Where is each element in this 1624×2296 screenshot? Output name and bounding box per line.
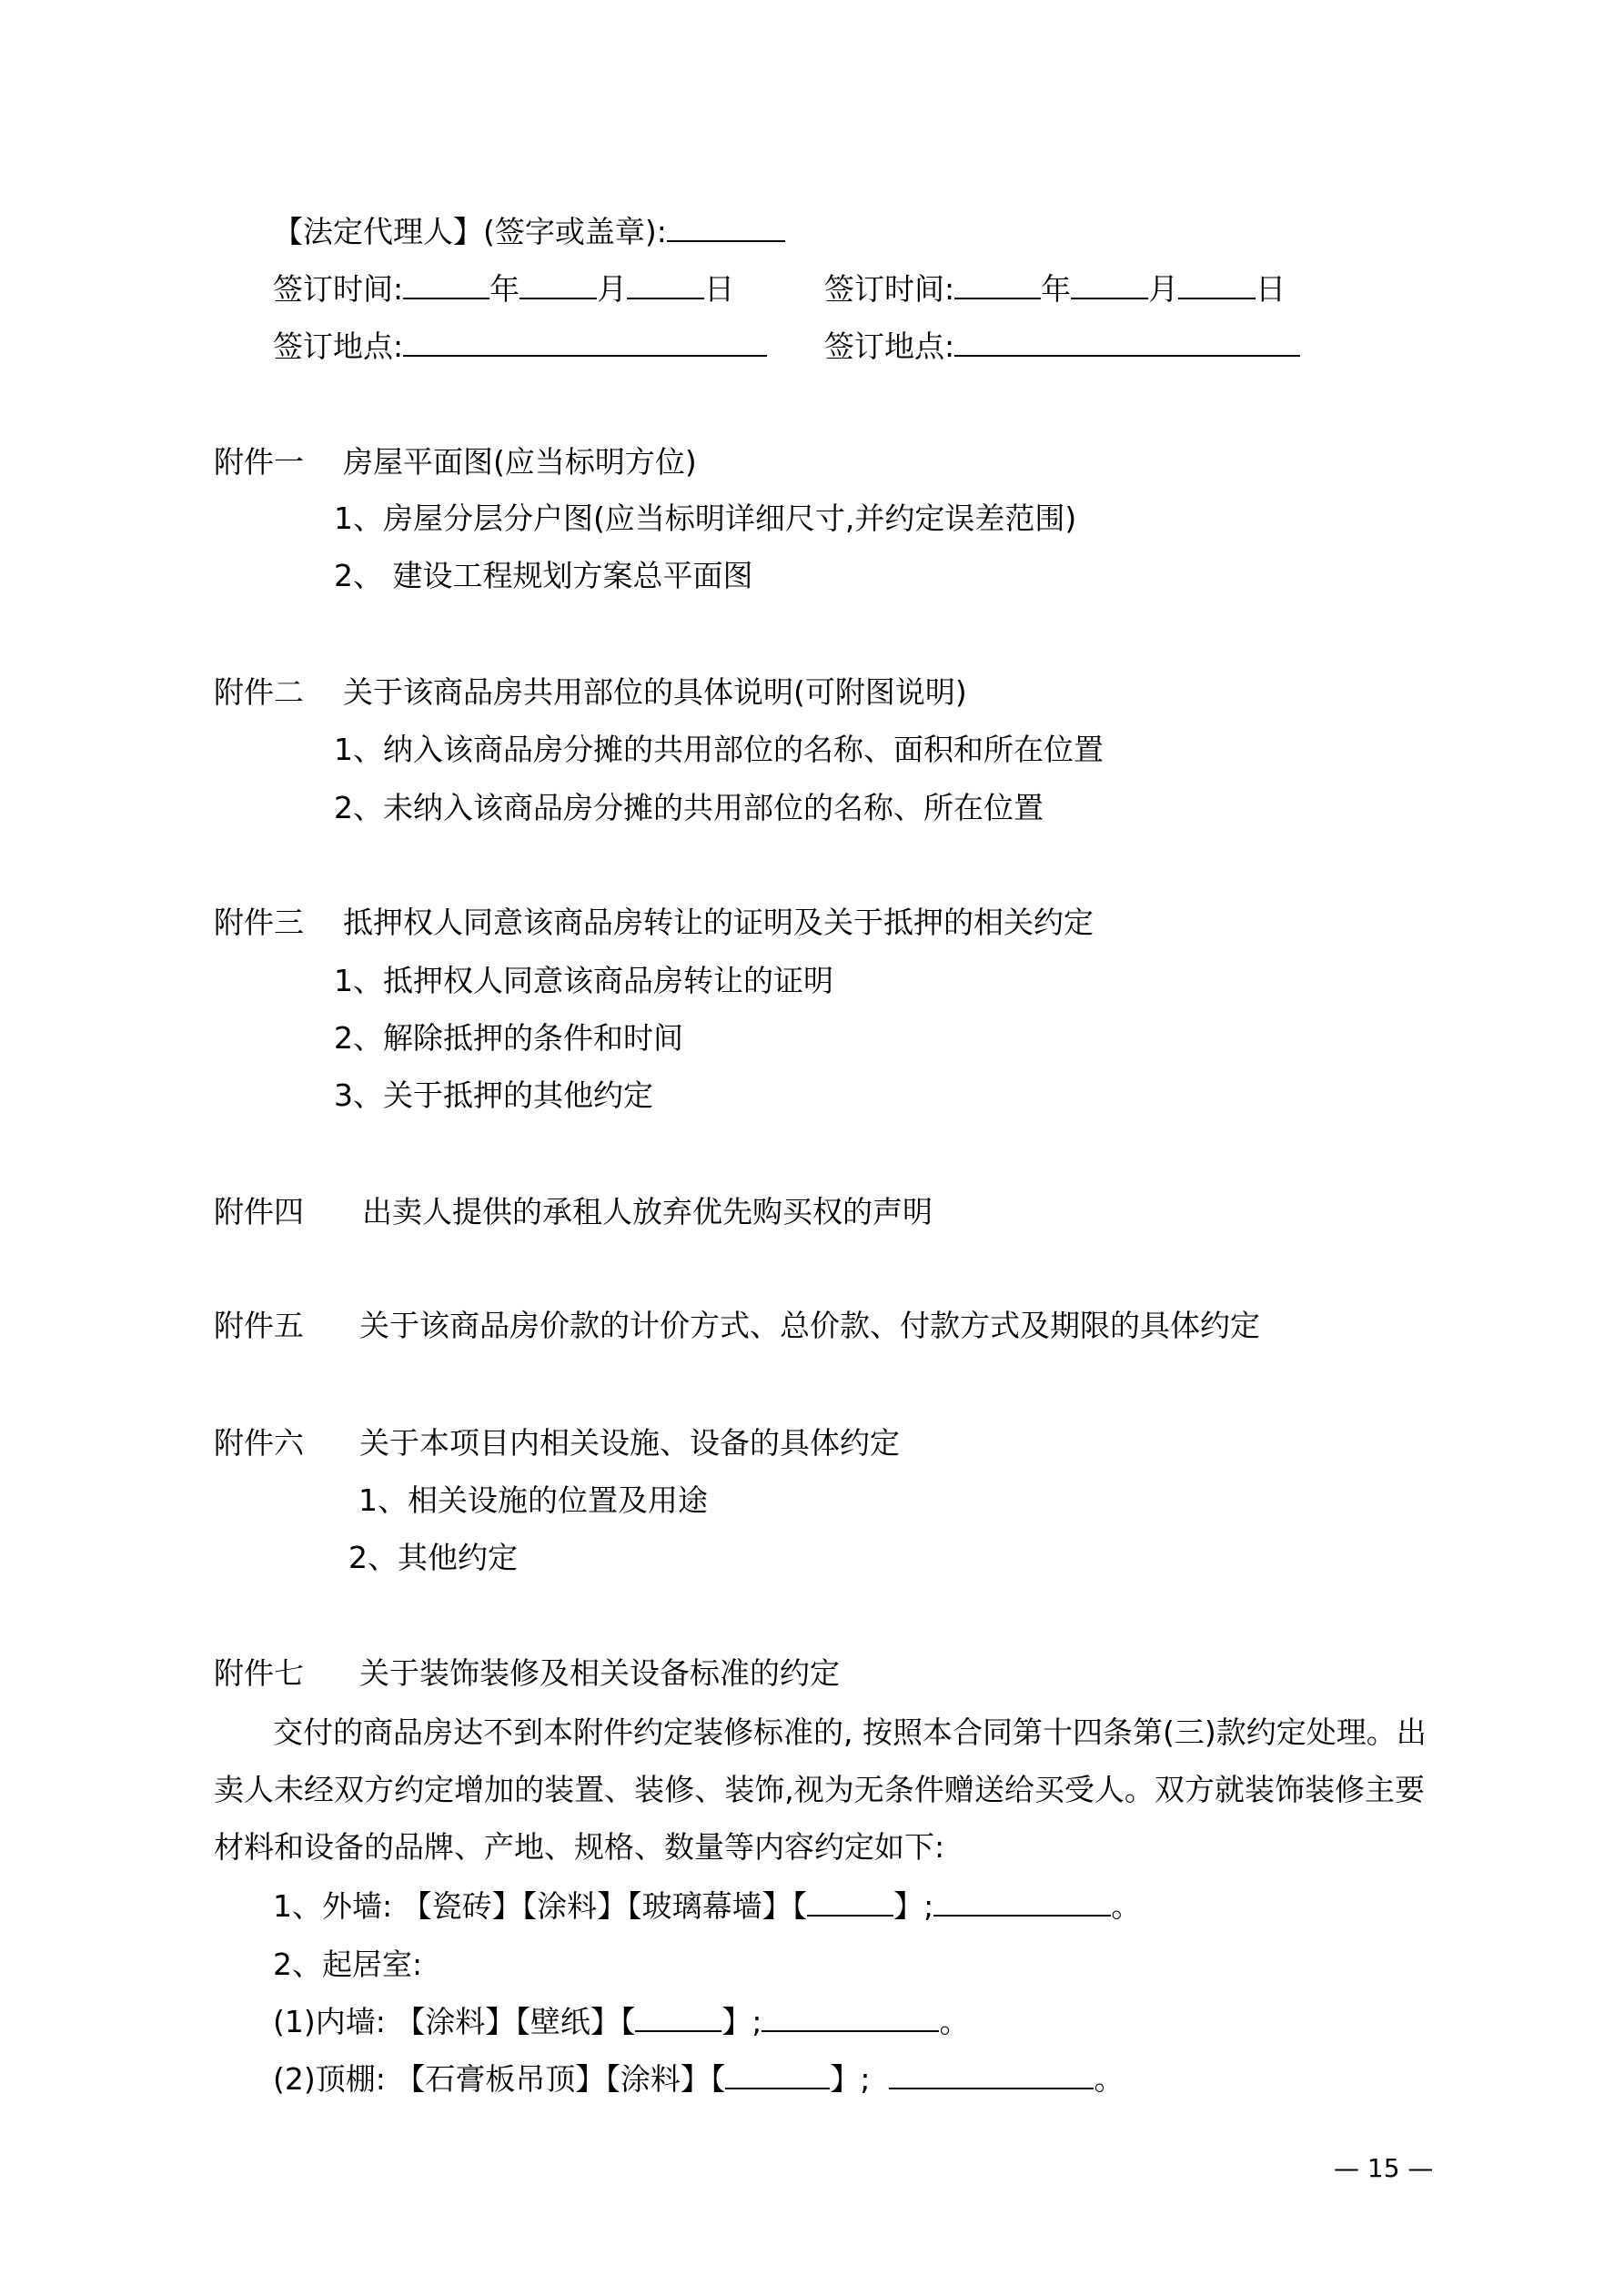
- attachment-title: 关于本项目内相关设施、设备的具体约定: [359, 1425, 900, 1461]
- bracket-close: 】;: [721, 2004, 762, 2039]
- attachment-4-heading: [214, 1189, 933, 1235]
- period: 。: [1111, 1888, 1142, 1924]
- month-blank: [519, 267, 597, 299]
- attachment-title: 抵押权人同意该商品房转让的证明及关于抵押的相关约定: [343, 905, 1094, 940]
- bracket-close: 】;: [893, 1888, 934, 1924]
- attachment-7-heading: [214, 1651, 840, 1696]
- inner-wall-label: (1)内墙: 【涂料】【壁纸】【: [273, 2004, 636, 2039]
- living-room-heading: 2、起居室:: [273, 1947, 423, 1982]
- page-number: — 15 —: [1334, 2153, 1434, 2183]
- list-item: 2、未纳入该商品房分摊的共用部位的名称、所在位置: [334, 790, 1044, 825]
- inner-wall-line: [273, 1999, 969, 2045]
- day-blank: [1178, 267, 1256, 299]
- attachment-5-heading: [214, 1303, 1260, 1349]
- period: 。: [1094, 2061, 1125, 2097]
- blank: [725, 2057, 830, 2089]
- attachment-title: 关于该商品房价款的计价方式、总价款、付款方式及期限的具体约定: [359, 1308, 1260, 1343]
- year-label: 年: [489, 271, 520, 307]
- list-item: 1、纳入该商品房分摊的共用部位的名称、面积和所在位置: [334, 732, 1104, 767]
- ceiling-label: (2)顶棚: 【石膏板吊顶】【涂料】【: [273, 2061, 726, 2097]
- list-item: 3、关于抵押的其他约定: [334, 1077, 653, 1113]
- signing-place-right: [824, 324, 1300, 369]
- paragraph-line: 材料和设备的品牌、产地、规格、数量等内容约定如下:: [214, 1829, 945, 1865]
- place-label: 签订地点:: [273, 329, 404, 364]
- list-item: 1、抵押权人同意该商品房转让的证明: [334, 963, 833, 998]
- attachment-label: 附件三: [214, 905, 304, 940]
- list-item: 2、 建设工程规划方案总平面图: [334, 558, 753, 593]
- day-label: 日: [704, 271, 735, 307]
- agent-label: 【法定代理人】(签字或盖章):: [273, 214, 667, 249]
- list-item: 1、房屋分层分户图(应当标明详细尺寸,并约定误差范围): [334, 501, 1077, 536]
- signing-place-left: [273, 324, 767, 369]
- month-blank: [1071, 267, 1148, 299]
- signing-date-right: [824, 267, 1286, 312]
- date-label: 签订时间:: [824, 271, 955, 307]
- day-blank: [627, 267, 704, 299]
- agent-signature-line: [273, 209, 785, 255]
- list-item: 2、其他约定: [348, 1540, 518, 1575]
- paragraph-line: 卖人未经双方约定增加的装置、装修、装饰,视为无条件赠送给买受人。双方就装饰装修主要: [214, 1772, 1425, 1807]
- list-item: 2、解除抵押的条件和时间: [334, 1020, 683, 1056]
- place-blank: [403, 324, 767, 357]
- attachment-label: 附件一: [214, 444, 304, 480]
- blank: [807, 1884, 893, 1917]
- attachment-title: 关于该商品房共用部位的具体说明(可附图说明): [343, 674, 967, 710]
- exterior-wall-line: [273, 1884, 1141, 1929]
- attachment-title: 房屋平面图(应当标明方位): [343, 444, 697, 480]
- place-label: 签订地点:: [824, 329, 955, 364]
- attachment-label: 附件六: [214, 1425, 304, 1461]
- month-label: 月: [1148, 271, 1179, 307]
- day-label: 日: [1256, 271, 1286, 307]
- attachment-label: 附件二: [214, 674, 304, 710]
- attachment-6-heading: [214, 1421, 900, 1466]
- attachment-2-heading: [214, 670, 967, 715]
- attachment-title: 出卖人提供的承租人放弃优先购买权的声明: [362, 1194, 933, 1229]
- attachment-title: 关于装饰装修及相关设备标准的约定: [359, 1655, 840, 1691]
- attachment-3-heading: [214, 900, 1094, 946]
- blank: [762, 1999, 939, 2032]
- year-label: 年: [1041, 271, 1072, 307]
- date-label: 签订时间:: [273, 271, 404, 307]
- signing-date-left: [273, 267, 734, 312]
- attachment-label: 附件五: [214, 1308, 304, 1343]
- year-blank: [403, 267, 489, 299]
- paragraph-line: 交付的商品房达不到本附件约定装修标准的, 按照本合同第十四条第(三)款约定处理。出: [273, 1714, 1427, 1750]
- year-blank: [954, 267, 1041, 299]
- list-item: 1、相关设施的位置及用途: [358, 1482, 708, 1518]
- blank: [635, 1999, 721, 2032]
- place-blank: [954, 324, 1300, 357]
- agent-blank: [667, 209, 785, 242]
- attachment-1-heading: [214, 440, 697, 485]
- attachment-label: 附件七: [214, 1655, 304, 1691]
- month-label: 月: [597, 271, 628, 307]
- period: 。: [939, 2004, 970, 2039]
- ceiling-line: [273, 2057, 1124, 2102]
- exterior-wall-label: 1、外墙: 【瓷砖】【涂料】【玻璃幕墙】【: [273, 1888, 808, 1924]
- attachment-label: 附件四: [214, 1194, 304, 1229]
- blank: [933, 1884, 1111, 1917]
- bracket-close: 】;: [830, 2061, 871, 2097]
- blank: [889, 2057, 1094, 2089]
